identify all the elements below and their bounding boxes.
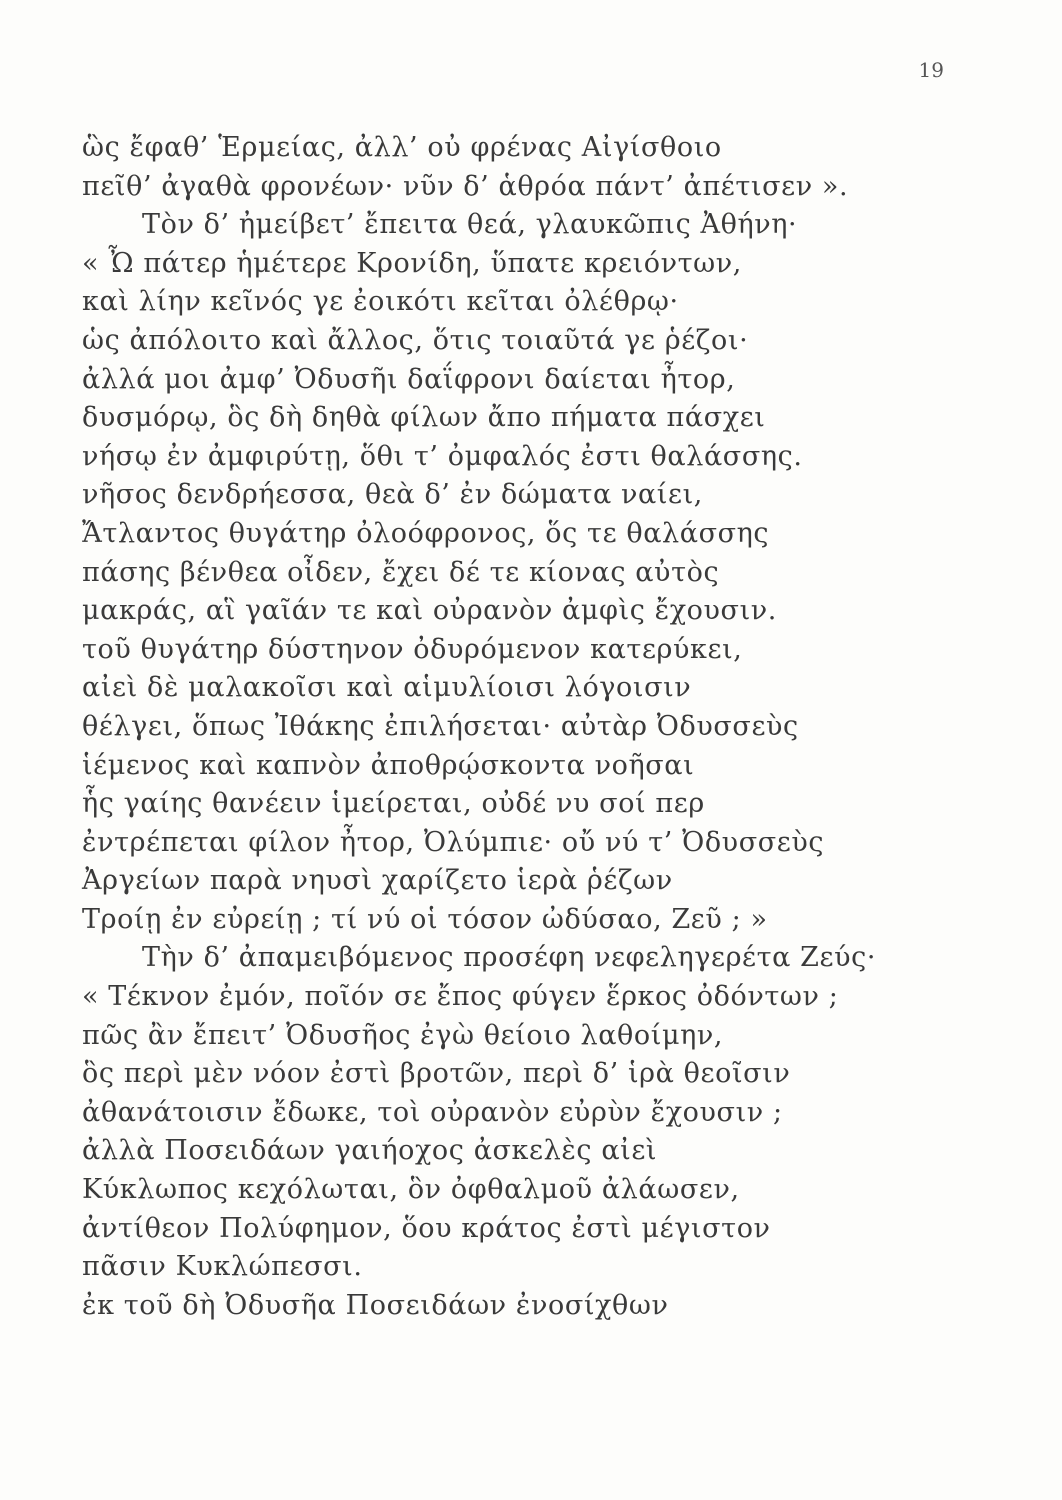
verse-line: « Ὦ πάτερ ἡμέτερε Κρονίδη, ὕπατε κρειόντων, xyxy=(82,247,742,279)
verse-line: « Τέκνον ἐμόν, ποῖόν σε ἔπος φύγεν ἕρκος ὀδόντων ; xyxy=(82,981,839,1013)
verse-line: νῆσος δενδρήεσσα, θεὰ δ’ ἐν δώματα ναίει, xyxy=(82,479,703,511)
verse-line: ἧς γαίης θανέειν ἱμείρεται, οὐδέ νυ σοί περ xyxy=(82,788,705,820)
verse-line: πεῖθ’ ἀγαθὰ φρονέων· νῦν δ’ ἁθρόα πάντ’ ἀπέτισεν ». xyxy=(82,170,849,202)
verse-line: Τὴν δ’ ἀπαμειβόμενος προσέφη νεφεληγερέτα Ζεύς· xyxy=(142,942,877,974)
verse-line: πῶς ἂν ἔπειτ’ Ὀδυσῆος ἐγὼ θείοιο λαθοίμην, xyxy=(82,1019,724,1051)
verse-line: Τὸν δ’ ἠμείβετ’ ἔπειτα θεά, γλαυκῶπις Ἀθήνη· xyxy=(142,209,798,241)
verse-line: ἀλλὰ Ποσειδάων γαιήοχος ἀσκελὲς αἰεὶ xyxy=(82,1135,658,1167)
verse-line: ἀντίθεον Πολύφημον, ὅου κράτος ἐστὶ μέγιστον xyxy=(82,1212,771,1244)
verse-block xyxy=(82,129,982,1325)
verse-line: μακράς, αἳ γαῖάν τε καὶ οὐρανὸν ἀμφὶς ἔχουσιν. xyxy=(82,595,777,627)
verse-line: ἐκ τοῦ δὴ Ὀδυσῆα Ποσειδάων ἐνοσίχθων xyxy=(82,1289,669,1321)
verse-line: καὶ λίην κεῖνός γε ἐοικότι κεῖται ὀλέθρῳ· xyxy=(82,286,679,318)
verse-line: ἐντρέπεται φίλον ἦτορ, Ὀλύμπιε· οὔ νύ τ’ Ὀδυσσεὺς xyxy=(82,826,825,858)
verse-line: νήσῳ ἐν ἀμφιρύτῃ, ὅθι τ’ ὀμφαλός ἐστι θαλάσσης. xyxy=(82,440,803,472)
verse-line: ὃς περὶ μὲν νόον ἐστὶ βροτῶν, περὶ δ’ ἱρὰ θεοῖσιν xyxy=(82,1058,791,1090)
verse-line: Κύκλωπος κεχόλωται, ὃν ὀφθαλμοῦ ἀλάωσεν, xyxy=(82,1174,740,1206)
verse-line: τοῦ θυγάτηρ δύστηνον ὀδυρόμενον κατερύκει, xyxy=(82,633,743,665)
verse-line: δυσμόρῳ, ὃς δὴ δηθὰ φίλων ἄπο πήματα πάσχει xyxy=(82,402,766,434)
verse-line: θέλγει, ὅπως Ἰθάκης ἐπιλήσεται· αὐτὰρ Ὀδυσσεὺς xyxy=(82,710,799,742)
verse-line: ὣς ἔφαθ’ Ἑρμείας, ἀλλ’ οὐ φρένας Αἰγίσθοιο xyxy=(82,132,722,163)
verse-line: αἰεὶ δὲ μαλακοῖσι καὶ αἱμυλίοισι λόγοισιν xyxy=(82,672,692,704)
page-number: 19 xyxy=(918,58,944,82)
verse-line: Τροίῃ ἐν εὐρείῃ ; τί νύ οἱ τόσον ὠδύσαο, Ζεῦ ; » xyxy=(82,903,768,935)
verse-line: πᾶσιν Κυκλώπεσσι. xyxy=(82,1251,363,1283)
verse-line: ἀθανάτοισιν ἔδωκε, τοὶ οὐρανὸν εὐρὺν ἔχουσιν ; xyxy=(82,1096,783,1128)
verse-line: ὡς ἀπόλοιτο καὶ ἄλλος, ὅτις τοιαῦτά γε ῥέζοι· xyxy=(82,324,749,356)
verse-line: πάσης βένθεα οἶδεν, ἔχει δέ τε κίονας αὐτὸς xyxy=(82,556,720,588)
verse-line: ἱέμενος καὶ καπνὸν ἀποθρῴσκοντα νοῆσαι xyxy=(82,749,695,781)
verse-line: ἀλλά μοι ἀμφ’ Ὀδυσῆι δαΐφρονι δαίεται ἦτορ, xyxy=(82,363,736,395)
verse-line: Ἀργείων παρὰ νηυσὶ χαρίζετο ἱερὰ ῥέζων xyxy=(82,865,673,897)
verse-line: Ἄτλαντος θυγάτηρ ὀλοόφρονος, ὅς τε θαλάσσης xyxy=(82,517,770,549)
